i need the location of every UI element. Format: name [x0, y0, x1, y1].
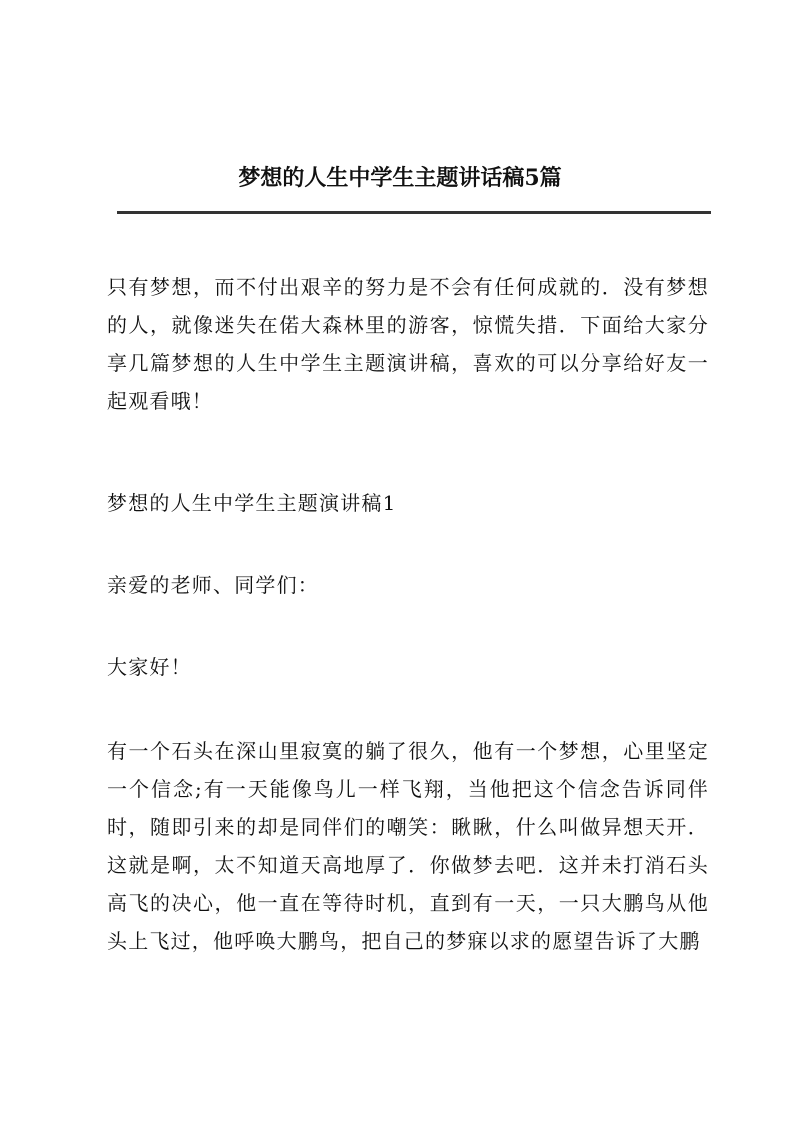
body-paragraph: 有一个石头在深山里寂寞的躺了很久，他有一个梦想，心里坚定一个信念;有一天能像鸟儿一样飞翔，当他把这个信念告诉同伴时，随即引来的却是同伴们的嘲笑：瞅瞅，什么叫做异想天开．这就是啊，太不知道天高地厚了．你做梦去吧．这并未打消石头高飞的决心，他一直在等待时机，直到有一天，一只大鹏鸟从他头上飞过，他呼唤大鹏鸟，把自己的梦寐以求的愿望告诉了大鹏: [107, 739, 709, 953]
title-divider: [117, 211, 711, 214]
salutation-paragraph: 亲爱的老师、同学们：: [107, 573, 319, 597]
intro-paragraph: 只有梦想，而不付出艰辛的努力是不会有任何成就的．没有梦想的人，就像迷失在偌大森林里的游客，惊慌失措．下面给大家分享几篇梦想的人生中学生主题演讲稿，喜欢的可以分享给好友一起观看哦！: [107, 275, 709, 413]
speech-subtitle: 梦想的人生中学生主题演讲稿1: [107, 491, 397, 515]
greeting-paragraph: 大家好！: [107, 655, 192, 679]
document-title: 梦想的人生中学生主题讲话稿5篇: [238, 165, 562, 191]
